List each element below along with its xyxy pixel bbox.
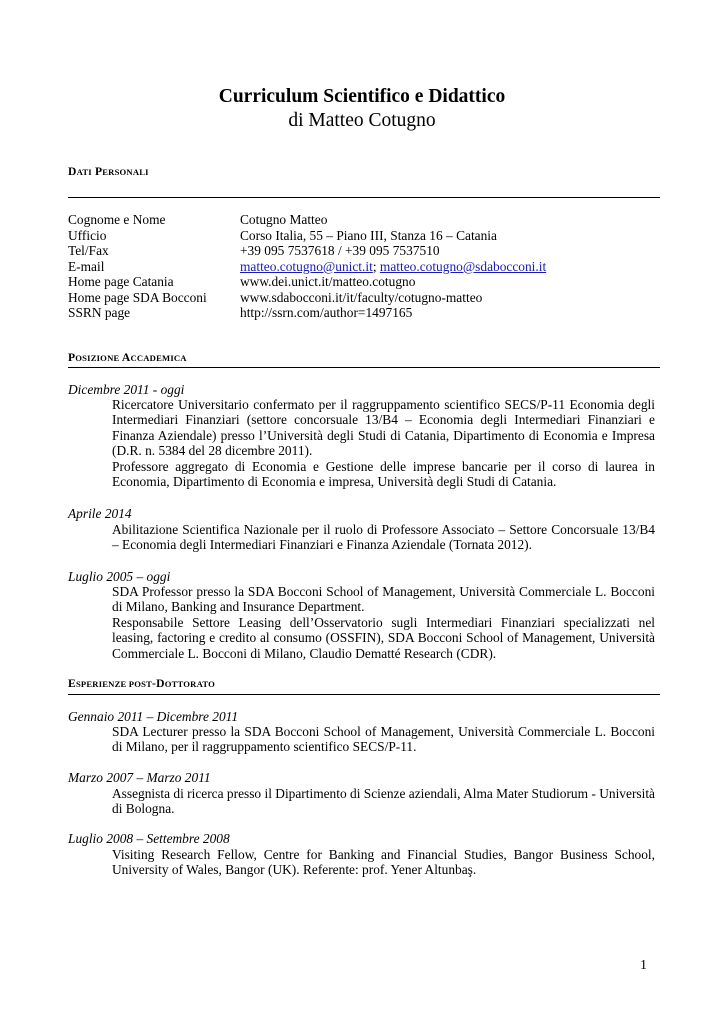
entry-description: SDA Lecturer presso la SDA Bocconi School of Management, Università Commerciale L. Bocconi di Milano, per il raggruppamento scientifico SECS/P-11. — [112, 724, 655, 755]
entry-description: Ricercatore Universitario confermato per il raggruppamento scientifico SECS/P-11 Economia degli Intermediari Finanziari (settore concorsuale 13/B4 – Economia degli Intermediari Finanziari e Finanza Aziendale) presso l’Università degli Studi di Catania, Dipartimento di Economia e Impresa (D.R. n. 5384 del 28 dicembre 2011). Professore aggregato di Economia e Gestione delle imprese bancarie per il corso di laurea in Economia, Dipartimento di Economia e impresa, Università degli Studi di Catania. — [112, 397, 655, 490]
entry-date: Luglio 2008 – Settembre 2008 — [68, 831, 230, 846]
section-divider — [68, 694, 660, 695]
entry-description: SDA Professor presso la SDA Bocconi School of Management, Università Commerciale L. Bocconi di Milano, Banking and Insurance Department. Responsabile Settore Leasing dell’Osservatorio sugli Intermediari Finanziari specializzati nel leasing, factoring e credito al consumo (OSSFIN), SDA Bocconi School of Management, Università Commerciale L. Bocconi di Milano, Claudio Dematté Research (CDR). — [112, 584, 655, 661]
document-subtitle: di Matteo Cotugno — [288, 110, 436, 131]
entry-date: Marzo 2007 – Marzo 2011 — [68, 770, 211, 785]
document-title: Curriculum Scientifico e Didattico — [218, 86, 506, 107]
entry-date: Dicembre 2011 - oggi — [68, 382, 185, 397]
email-link-sdabocconi[interactable]: matteo.cotugno@sdabocconi.it — [379, 258, 547, 274]
section-heading-dati-personali: DATI PERSONALI — [68, 165, 149, 178]
document-page: Curriculum Scientifico e Didattico di Matteo Cotugno DATI PERSONALI Cognome e Nome Cotugno Matteo Ufficio Corso Italia, 55 – Piano III, Stanza 16 – Catania Tel/Fax +39 095 7537618 / +39 095 7537510 E-mail matteo.cotugno@unict.it; matteo.cotugno@sdabocconi.it Home page Catania www.dei.unict.it/matteo.cotugno Home page SDA Bocconi www.sdabocconi.it/it/faculty/cotugno-matteo SSRN page http://ssrn.com/author=1497165 POSIZIONE ACCADEMICA Dicembre 2011 - oggi Ricercatore Universitario confermato per il raggruppamento scientifico SECS/P-11 Economia degli Intermediari Finanziari (settore concorsuale 13/B4 – Economia degli Intermediari Finanziari e Finanza Aziendale) presso l’Università degli Studi di Catania, Dipartimento di Economia e Impresa (D.R. n. 5384 del 28 dicembre 2011). Professore aggregato di Economia e Gestione delle imprese bancarie per il corso di laurea in Economia, Dipartimento di Economia e impresa, Università degli Studi di Catania. Aprile 2014 Abilitazione Scientifica Nazionale per il ruolo di Professore Associato – Settore Concorsuale 13/B4 – Economia degli Intermediari Finanziari e Finanza Aziendale (Tornata 2012). Luglio 2005 – oggi SDA Professor presso la SDA Bocconi School of Management, Università Commerciale L. Bocconi di Milano, Banking and Insurance Department. Responsabile Settore Leasing dell’Osservatorio sugli Intermediari Finanziari specializzati nel leasing, factoring e credito al consumo (OSSFIN), SDA Bocconi School of Management, Università Commerciale L. Bocconi di Milano, Claudio Dematté Research (CDR). ESPERIENZE POST-DOTTORATO Gennaio 2011 – Dicembre 2011 SDA Lecturer presso la SDA Bocconi School of Management, Università Commerciale L. Bocconi di Milano, per il raggruppamento scientifico SECS/P-11. Marzo 2007 – Marzo 2011 Assegnista di ricerca presso il Dipartimento di Scienze aziendali, Alma Mater Studiorum - Università di Bologna. Luglio 2008 – Settembre 2008 Visiting Research Fellow, Centre for Banking and Financial Studies, Bangor Business School, University of Wales, Bangor (UK). Referente: prof. Yener Altunbaş. 1 — [0, 0, 724, 1024]
section-divider — [68, 367, 660, 368]
email-link-unict[interactable]: matteo.cotugno@unict.it — [240, 258, 373, 274]
entry-date: Gennaio 2011 – Dicembre 2011 — [68, 709, 239, 724]
entry-description: Assegnista di ricerca presso il Dipartimento di Scienze aziendali, Alma Mater Studiorum - Università di Bologna. — [112, 786, 655, 817]
section-divider — [68, 197, 660, 198]
entry-description: Abilitazione Scientifica Nazionale per il ruolo di Professore Associato – Settore Concorsuale 13/B4 – Economia degli Intermediari Finanziari e Finanza Aziendale (Tornata 2012). — [112, 522, 655, 553]
entry-date: Luglio 2005 – oggi — [68, 569, 171, 584]
section-heading-esperienze-post-dottorato: ESPERIENZE POST-DOTTORATO — [68, 677, 216, 690]
entry-date: Aprile 2014 — [68, 506, 132, 521]
section-heading-posizione-accademica: POSIZIONE ACCADEMICA — [68, 351, 187, 364]
page-number: 1 — [640, 958, 647, 973]
entry-description: Visiting Research Fellow, Centre for Banking and Financial Studies, Bangor Business School, University of Wales, Bangor (UK). Referente: prof. Yener Altunbaş. — [112, 847, 655, 878]
